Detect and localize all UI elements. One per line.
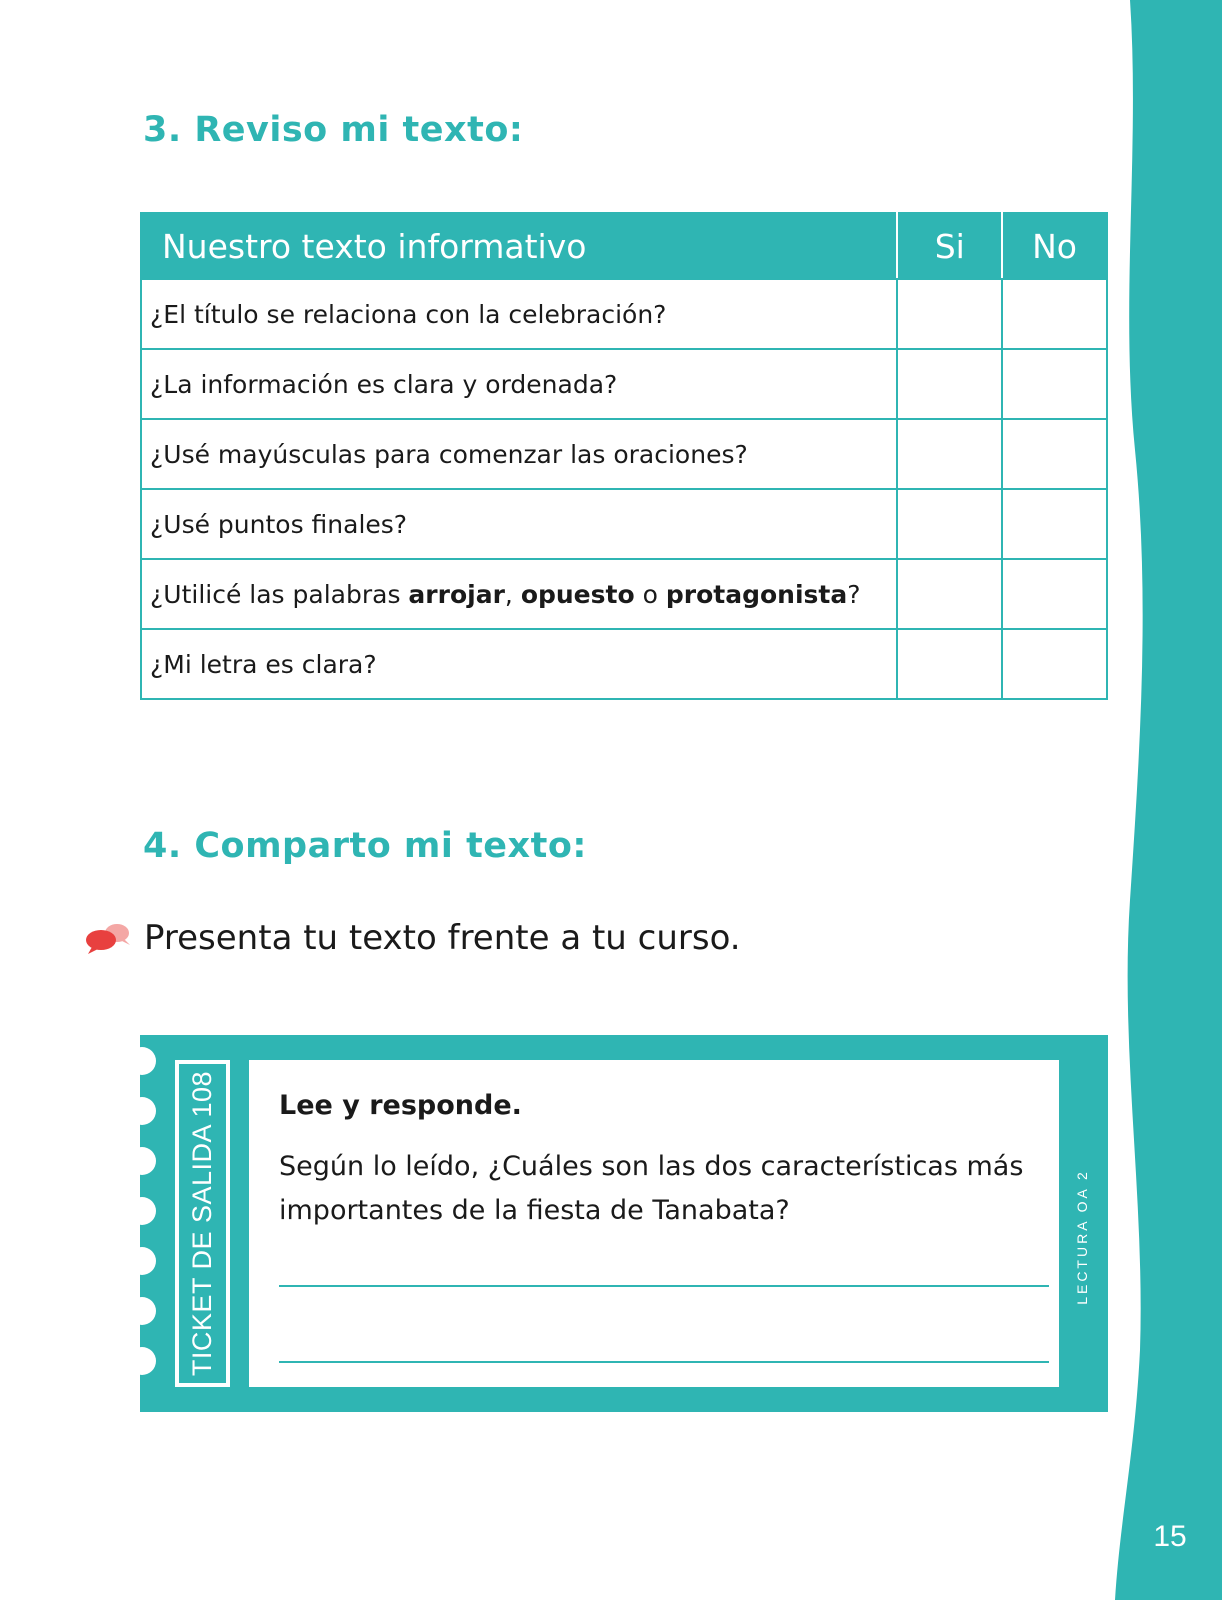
word-protagonista: protagonista: [665, 579, 848, 609]
yes-checkbox-cell[interactable]: [897, 419, 1002, 489]
table-row: [141, 419, 1107, 489]
no-checkbox-cell[interactable]: [1002, 559, 1107, 629]
yes-checkbox-cell[interactable]: [897, 489, 1002, 559]
exit-ticket: [140, 1035, 1108, 1412]
word-opuesto: opuesto: [520, 579, 635, 609]
ticket-question: Según lo leído, ¿Cuáles son las dos características más importantes de la fiesta de Tanabata?: [279, 1151, 1024, 1226]
checklist-table: [140, 212, 1108, 700]
ticket-tag-label: LECTURA OA 2: [1074, 1169, 1090, 1305]
question-suffix: ?: [847, 579, 861, 609]
table-row: [141, 349, 1107, 419]
checklist-question: ¿La información es clara y ordenada?: [141, 349, 897, 419]
table-row: [141, 559, 1107, 629]
checklist-question: ¿Mi letra es clara?: [141, 629, 897, 699]
ticket-heading: Lee y responde.: [279, 1090, 522, 1121]
header-yes: Si: [897, 213, 1002, 279]
table-row: [141, 279, 1107, 349]
page-number: 15: [1153, 1520, 1187, 1553]
checklist-header-row: [141, 213, 1107, 279]
separator: ,: [504, 579, 521, 609]
ticket-side-panel: [175, 1060, 230, 1387]
ticket-body: [249, 1060, 1059, 1387]
header-no: No: [1002, 213, 1107, 279]
word-arrojar: arrojar: [408, 579, 505, 609]
answer-line[interactable]: [279, 1285, 1049, 1287]
instruction-text: Presenta tu texto frente a tu curso.: [144, 918, 741, 958]
table-row: [141, 489, 1107, 559]
no-checkbox-cell[interactable]: [1002, 279, 1107, 349]
section-3-title: 3. Reviso mi texto:: [143, 110, 524, 150]
no-checkbox-cell[interactable]: [1002, 419, 1107, 489]
speech-bubbles-icon: [84, 921, 134, 955]
no-checkbox-cell[interactable]: [1002, 629, 1107, 699]
ticket-notch: [128, 1047, 156, 1075]
right-decorative-band: [1100, 0, 1222, 1600]
checklist-question: ¿Usé mayúsculas para comenzar las oraciones?: [141, 419, 897, 489]
checklist-question: ¿Usé puntos finales?: [141, 489, 897, 559]
no-checkbox-cell[interactable]: [1002, 489, 1107, 559]
ticket-notch: [128, 1247, 156, 1275]
instruction: [84, 918, 741, 958]
yes-checkbox-cell[interactable]: [897, 559, 1002, 629]
ticket-notch: [128, 1147, 156, 1175]
yes-checkbox-cell[interactable]: [897, 349, 1002, 419]
ticket-tag: [1062, 1147, 1102, 1327]
yes-checkbox-cell[interactable]: [897, 629, 1002, 699]
checklist-question: ¿El título se relaciona con la celebración?: [141, 279, 897, 349]
ticket-notch: [128, 1347, 156, 1375]
no-checkbox-cell[interactable]: [1002, 349, 1107, 419]
table-row: [141, 629, 1107, 699]
checklist-question: [141, 559, 897, 629]
yes-checkbox-cell[interactable]: [897, 279, 1002, 349]
header-question: Nuestro texto informativo: [141, 213, 897, 279]
ticket-notch: [128, 1297, 156, 1325]
answer-line[interactable]: [279, 1361, 1049, 1363]
ticket-side-label: TICKET DE SALIDA 108: [187, 1070, 218, 1377]
question-prefix: ¿Utilicé las palabras: [150, 579, 409, 609]
ticket-notch: [128, 1197, 156, 1225]
ticket-notch: [128, 1097, 156, 1125]
separator: o: [634, 579, 666, 609]
section-4-title: 4. Comparto mi texto:: [143, 826, 587, 866]
